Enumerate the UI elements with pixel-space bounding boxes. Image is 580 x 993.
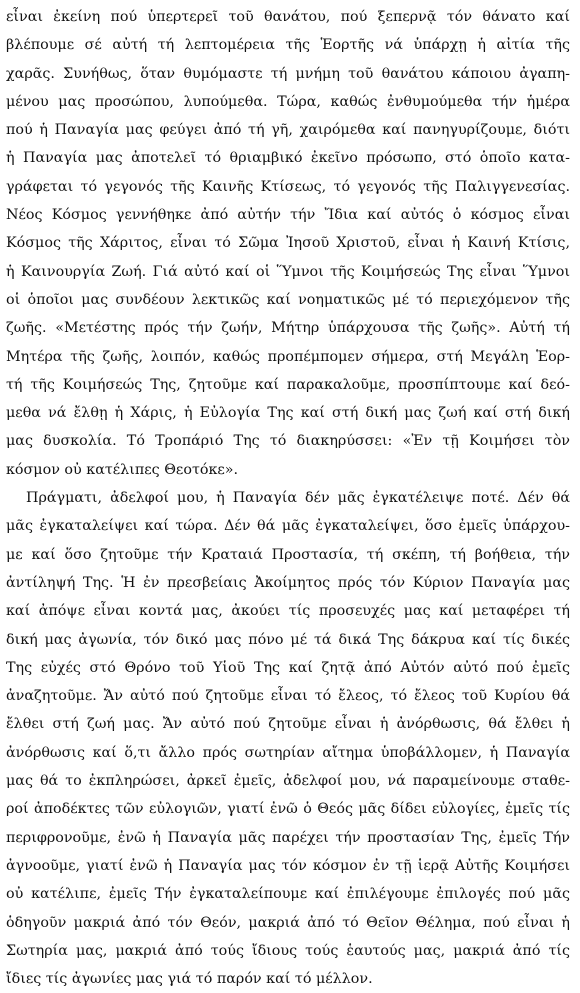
text-line: Πράγματι, ἀδελφοί μου, ἡ Παναγία δέν μᾶς ἐγκατέλειψε ποτέ. Δέν θά bbox=[26, 490, 570, 507]
text-line: τή τῆς Κοιμήσεώς Της, ζητοῦμε καί παρακαλοῦμε, προσπίπτουμε καί δεό- bbox=[6, 376, 570, 393]
text-line: ἡ Καινουργία Ζωή. Γιά αὐτό καί οἱ Ὕμνοι τῆς Κοιμήσεώς Της εἶναι Ὕμνοι bbox=[6, 263, 570, 280]
text-line: γράφεται τό γεγονός τῆς Καινῆς Κτίσεως, τό γεγονός τῆς Παλιγγενεσίας. bbox=[6, 178, 570, 195]
text-line: ζωῆς. «Μετέστης πρός τήν ζωήν, Μήτηρ ὑπάρχουσα τῆς ζωῆς». Αὐτή τή bbox=[6, 320, 570, 337]
paragraph bbox=[6, 484, 570, 993]
text-line: ἀναζητοῦμε. Ἄν αὐτό πού ζητοῦμε εἶναι τό ἔλεος, τό ἔλεος τοῦ Κυρίου θά bbox=[6, 688, 570, 705]
text-line: ἀντίληψή Της. Ἡ ἐν πρεσβείαις Ἀκοίμητος πρός τόν Κύριον Παναγία μας bbox=[6, 574, 570, 591]
text-line: Κόσμος τῆς Χάριτος, εἶναι τό Σῶμα Ἰησοῦ Χριστοῦ, εἶναι ἡ Καινή Κτίσις, bbox=[6, 235, 570, 252]
text-line: μας θά το ἐκπληρώσει, ἀρκεῖ ἐμεῖς, ἀδελφοί μου, νά παραμείνουμε σταθε- bbox=[6, 773, 570, 790]
text-line: μᾶς ἐγκαταλείψει καί τώρα. Δέν θά μᾶς ἐγκαταλείψει, ὅσο ἐμεῖς ὑπάρχου- bbox=[6, 518, 570, 535]
text-line: μένου μας προσώπου, λυπούμεθα. Τώρα, καθώς ἐνθυμούμεθα τήν ἡμέρα bbox=[6, 93, 570, 110]
text-line: ἡ Παναγία μας ἀποτελεῖ τό θριαμβικό ἐκεῖνο πρόσωπο, στό ὁποῖο κατα- bbox=[6, 150, 570, 167]
text-line: κόσμον οὐ κατέλιπες Θεοτόκε». bbox=[6, 461, 239, 478]
text-line: οὐ κατέλιπε, ἐμεῖς Τήν ἐγκαταλείπουμε καί ἐπιλέγουμε ἐπιλογές πού μᾶς bbox=[6, 886, 570, 903]
text-line: καί ἀπόψε εἶναι κοντά μας, ἀκούει τίς προσευχές μας καί μεταφέρει τή bbox=[6, 603, 570, 620]
document-body bbox=[6, 3, 570, 993]
text-line: ὁδηγοῦν μακριά ἀπό τόν Θεόν, μακριά ἀπό τό Θεῖον Θέλημα, πού εἶναι ἡ bbox=[6, 914, 570, 931]
text-line: Μητέρα τῆς ζωῆς, λοιπόν, καθώς προπέμπομεν σήμερα, στή Μεγάλη Ἑορ- bbox=[6, 348, 570, 365]
text-line: Νέος Κόσμος γεννήθηκε ἀπό αὐτήν τήν Ἴδια καί αὐτός ὁ κόσμος εἶναι bbox=[6, 207, 570, 224]
text-line: μεθα νά ἔλθῃ ἡ Χάρις, ἡ Εὐλογία Της καί στή δική μας ζωή καί στή δική bbox=[6, 405, 570, 422]
text-line: ἀγνοοῦμε, γιατί ἐνῶ ἡ Παναγία μας τόν κόσμον ἐν τῇ ἱερᾷ Αὐτῆς Κοιμήσει bbox=[6, 857, 570, 874]
text-line: πού ἡ Παναγία μας φεύγει ἀπό τή γῆ, χαιρόμεθα καί πανηγυρίζουμε, διότι bbox=[6, 122, 570, 139]
text-line: βλέπουμε σέ αὐτή τή λεπτομέρεια τῆς Ἑορτῆς νά ὑπάρχῃ ἡ αἰτία τῆς bbox=[6, 37, 570, 54]
text-line: δική μας ἀγωνία, τόν δικό μας πόνο μέ τά δικά Της δάκρυα καί τίς δικές bbox=[6, 631, 570, 648]
text-line: ροί ἀποδέκτες τῶν εὐλογιῶν, γιατί ἐνῶ ὁ Θεός μᾶς δίδει εὐλογίες, ἐμεῖς τίς bbox=[6, 801, 570, 818]
text-line: οἱ ὁποῖοι μας συνδέουν λεκτικῶς καί νοηματικῶς μέ τό περιεχόμενον τῆς bbox=[6, 291, 570, 308]
text-line: εἶναι ἐκείνη πού ὑπερτερεῖ τοῦ θανάτου, πού ξεπερνᾷ τόν θάνατο καί bbox=[6, 9, 570, 25]
text-line: ἔλθει στή ζωή μας. Ἄν αὐτό πού ζητοῦμε εἶναι ἡ ἀνόρθωσις, θά ἔλθει ἡ bbox=[6, 716, 570, 733]
text-line: περιφρονοῦμε, ἐνῶ ἡ Παναγία μᾶς παρέχει τήν προστασίαν Της, ἐμεῖς Τήν bbox=[6, 829, 570, 846]
text-line: Σωτηρία μας, μακριά ἀπό τούς ἴδιους τούς ἑαυτούς μας, μακριά ἀπό τίς bbox=[6, 942, 570, 959]
text-line: μας δυσκολία. Τό Τροπάριό Της τό διακηρύσσει: «Ἐν τῇ Κοιμήσει τὸν bbox=[6, 433, 570, 450]
paragraph bbox=[6, 3, 570, 484]
text-line: χαρᾶς. Συνήθως, ὅταν θυμόμαστε τή μνήμη τοῦ θανάτου κάποιου ἀγαπη- bbox=[6, 65, 570, 82]
text-line: ἀνόρθωσις καί ὅ,τι ἄλλο πρός σωτηρίαν αἴτημα ὑποβάλλομεν, ἡ Παναγία bbox=[6, 744, 570, 761]
text-line: με καί ὅσο ζητοῦμε τήν Κραταιά Προστασία, τή σκέπη, τή βοήθεια, τήν bbox=[6, 546, 570, 563]
text-line: ἴδιες τίς ἀγωνίες μας γιά τό παρόν καί τό μέλλον. bbox=[6, 971, 373, 988]
text-line: Της εὐχές στό Θρόνο τοῦ Υἱοῦ Της καί ζητᾷ ἀπό Αὐτόν αὐτό πού ἐμεῖς bbox=[6, 659, 570, 676]
